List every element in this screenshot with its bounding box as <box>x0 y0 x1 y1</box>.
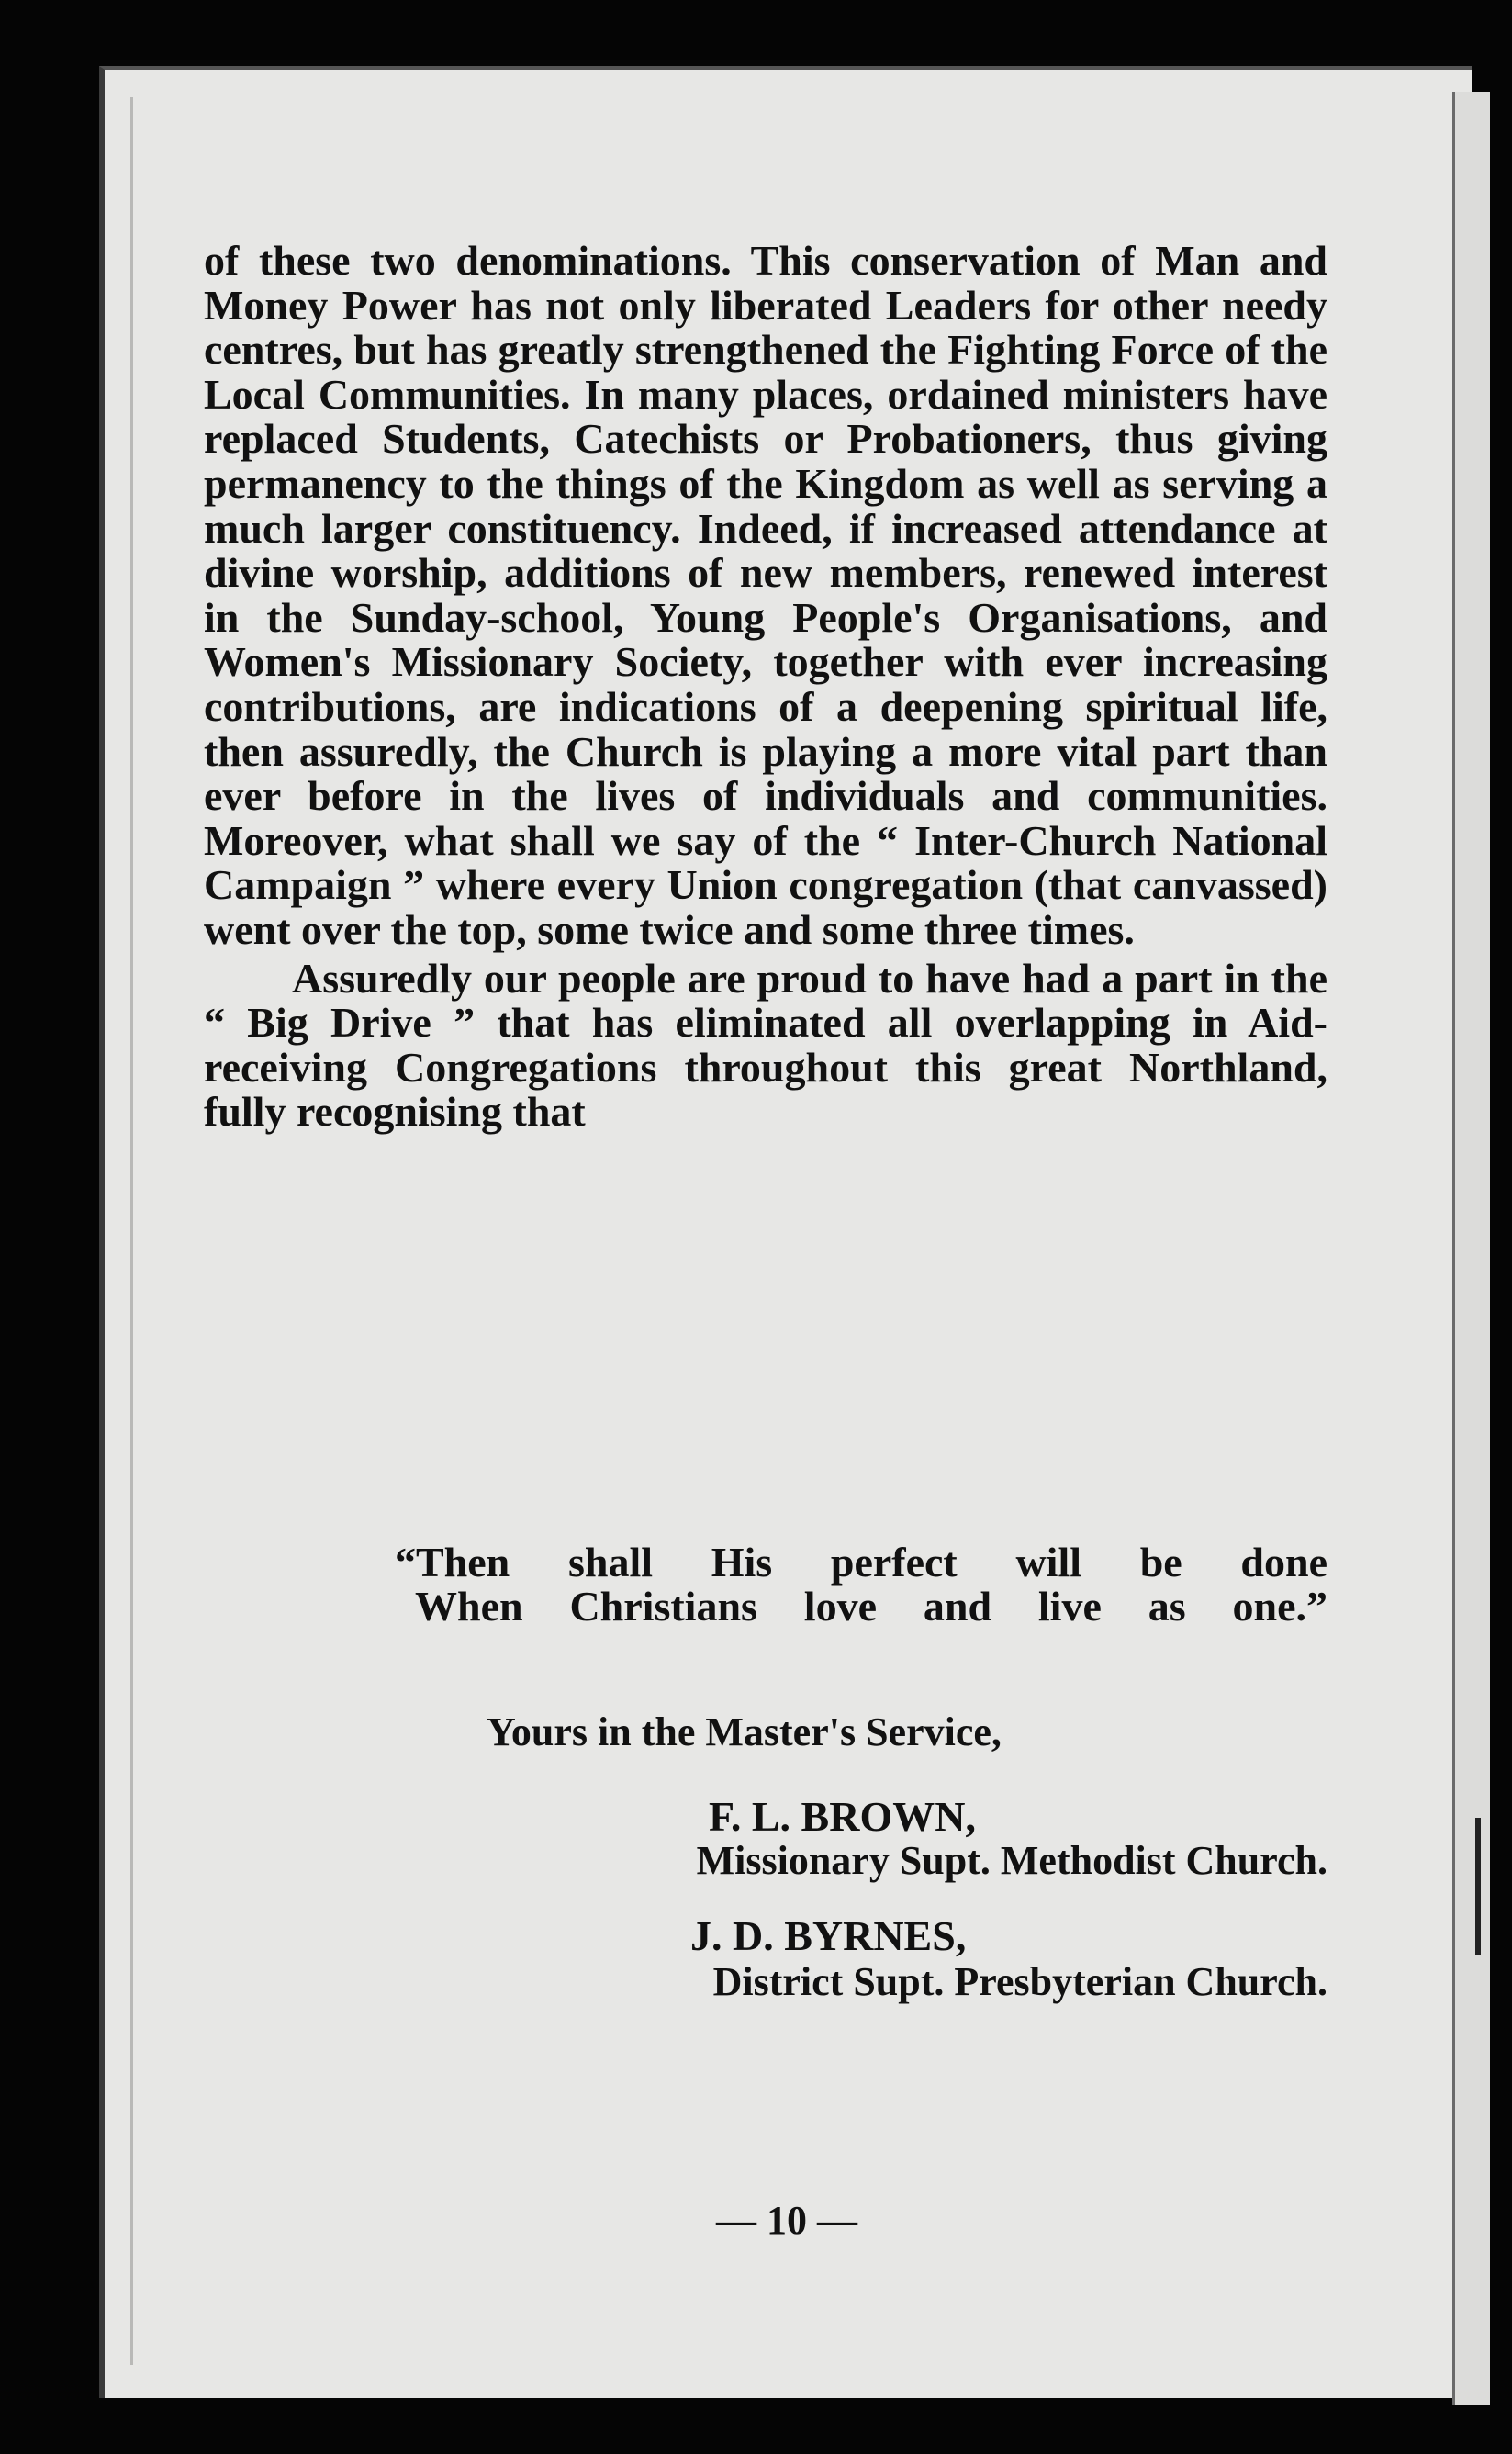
signatory-1-title: Missionary Supt. Methodist Church. <box>696 1838 1327 1883</box>
closing-salutation: Yours in the Master's Service, <box>487 1709 1002 1754</box>
verse-quotation <box>395 1541 1327 1629</box>
body-text <box>204 239 1327 1135</box>
verse-line-2: When Christians love and live as one.” <box>415 1583 1327 1630</box>
page-number: — 10 — <box>716 2198 857 2243</box>
signatory-1-name: F. L. BROWN, <box>709 1793 976 1840</box>
signatory-2-name: J. D. BYRNES, <box>690 1912 967 1959</box>
signatory-2-title: District Supt. Presbyterian Church. <box>712 1959 1327 2004</box>
facing-page-edge <box>1452 92 1490 2405</box>
paragraph-2: Assuredly our people are proud to have had a part in the “ Big Drive ” that has eliminated all overlapping in Aid-receiving Congregations throughout this great Northland, fully recognising that <box>204 954 1327 1136</box>
paragraph-1: of these two denominations. This conservation of Man and Money Power has not only liberated Leaders for other needy centres, but has greatly strengthened the Fighting Force of the Local Communities. In many places, ordained ministers have replaced Students, Catechists or Probationers, thus giving permanency to the things of the Kingdom as well as serving a much larger constituency. Indeed, if increased attendance at divine worship, additions of new members, renewed interest in the Sunday-school, Young People's Organisations, and Women's Missionary Society, together with ever increasing contributions, are indications of a deepening spiritual life, then assuredly, the Church is playing a more vital part than ever before in the lives of individuals and communities. Moreover, what shall we say of the “ Inter-Church National Campaign ” where every Union congregation (that canvassed) went over the top, some twice and some three times. <box>204 237 1327 953</box>
verse-line-1: “Then shall His perfect will be done <box>395 1539 1327 1586</box>
